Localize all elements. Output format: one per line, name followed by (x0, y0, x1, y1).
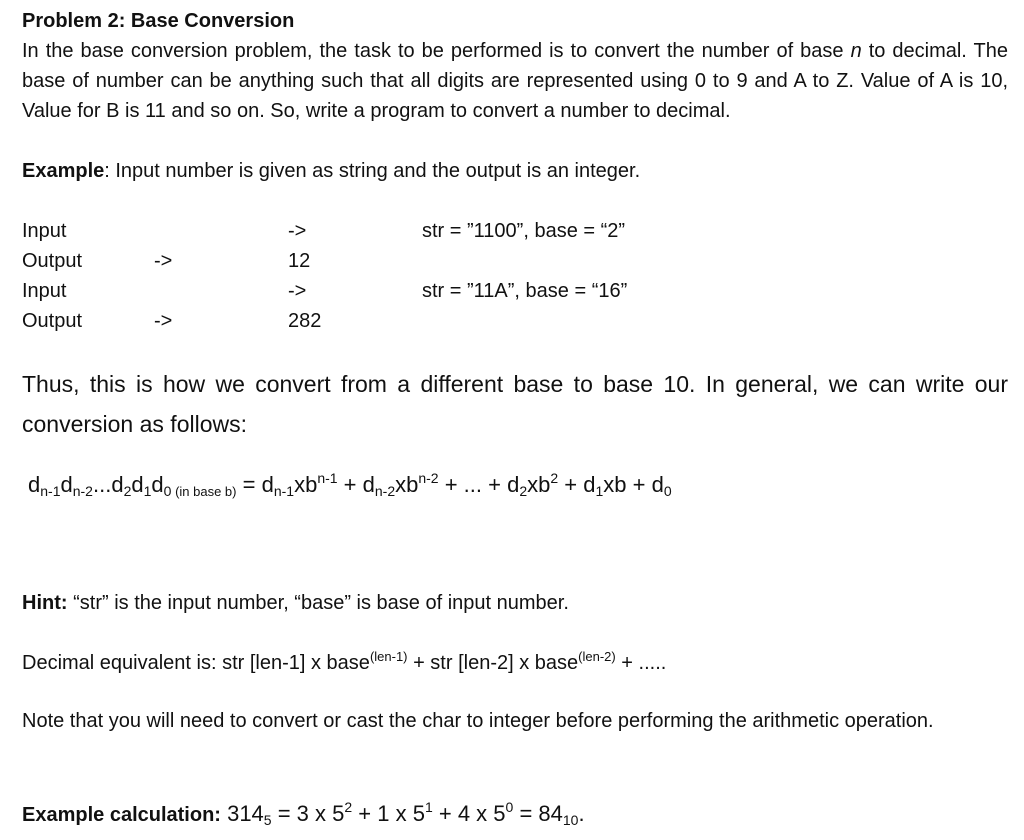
intro-text-2: to decimal. The base of number can be anything such that all digits are represented using 0 to 9 and A to Z. Value of A is 10, Value for B is 11 and so on. So, write a program to convert a number to decimal. (22, 40, 1008, 122)
example-intro-text: : Input number is given as string and the output is an integer. (104, 160, 641, 182)
decimal-equivalent-line: Decimal equivalent is: str [len-1] x base$^{(len-1)}$ + str [len-2] x base$^{(len-2)}$ + ..... (22, 649, 667, 674)
document-page (22, 0, 1008, 840)
problem-title: Problem 2: Base Conversion (22, 10, 295, 32)
hint-line (22, 588, 569, 618)
output-arrow: -> (154, 310, 173, 332)
in-base-annotation: (in base b) (171, 484, 237, 499)
output-value: 12 (288, 250, 311, 272)
example-calculation: Example calculation: $314_5 = 3$ x $5^2 + 1$ x $5^1 + 4$ x $5^0 = 84_{10}$. (22, 799, 585, 828)
input-label: Input (22, 220, 67, 242)
hint-text: “str” is the input number, “base” is base of input number. (67, 592, 569, 614)
input-arrow: -> (288, 280, 307, 302)
general-conversion-paragraph: Thus, this is how we convert from a different base to base 10. In general, we can write our conversion as follows: (22, 371, 1008, 437)
example-2-output-row (22, 306, 1008, 336)
calculation-label: Example calculation: (22, 804, 221, 826)
output-arrow: -> (154, 250, 173, 272)
output-label: Output (22, 250, 83, 272)
example-intro (22, 156, 640, 186)
output-label: Output (22, 310, 83, 332)
input-label: Input (22, 280, 67, 302)
hint-label: Hint: (22, 592, 68, 614)
input-value: str = ”11A”, base = “16” (422, 280, 628, 302)
input-value: str = ”1100”, base = “2” (422, 220, 626, 242)
example-1-output-row (22, 246, 1008, 276)
example-1-input-row (22, 216, 1008, 246)
example-2-input-row (22, 276, 1008, 306)
output-value: 282 (288, 310, 322, 332)
conversion-formula: $d_{n-1}d_{n-2}...d_2d_1d_0$ $_{(in base b)} = d_{n-1}xb^{n-1} + d_{n-2}xb^{n-2}$ + ... + $d_2xb^2 + d_1xb + d_0$ (28, 470, 672, 499)
input-arrow: -> (288, 220, 307, 242)
example-label: Example (22, 160, 105, 182)
intro-variable-n: n (850, 40, 862, 62)
intro-text-1: In the base conversion problem, the task to be performed is to convert the number of base (22, 40, 851, 62)
note-paragraph: Note that you will need to convert or cast the char to integer before performing the arithmetic operation. (22, 710, 934, 732)
intro-paragraph (22, 36, 1008, 126)
